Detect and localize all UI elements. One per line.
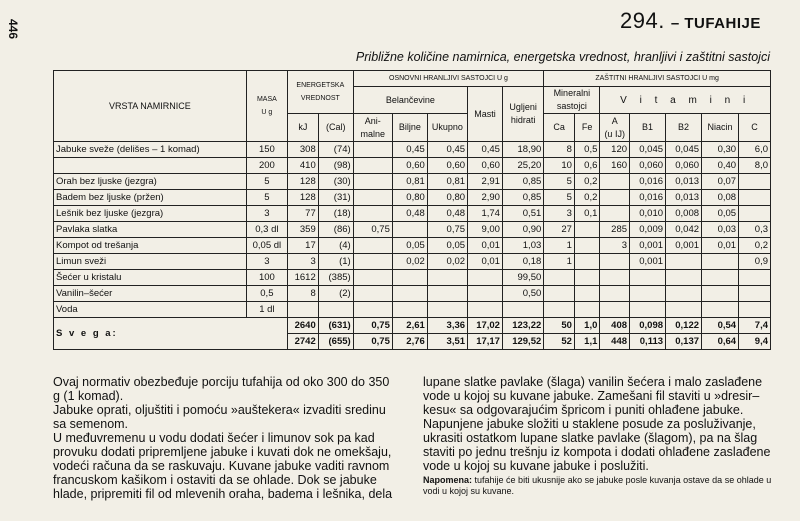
header-c: C (739, 114, 771, 142)
total-cell: 408 (600, 318, 630, 334)
total-cell: 7,4 (739, 318, 771, 334)
table-cell: 0,51 (502, 206, 543, 222)
header-item: VRSTA NAMIRNICE (54, 71, 247, 142)
table-cell: 0,5 (574, 142, 599, 158)
total-cell: 9,4 (739, 334, 771, 350)
total-cell: 1,0 (574, 318, 599, 334)
table-cell: 3 (600, 238, 630, 254)
table-cell: 0,03 (702, 222, 739, 238)
table-cell: (31) (318, 190, 353, 206)
table-cell (666, 302, 702, 318)
header-fe: Fe (574, 114, 599, 142)
table-cell (630, 302, 666, 318)
total-cell: 0,75 (353, 334, 392, 350)
table-cell: 0,05 (427, 238, 467, 254)
table-cell: 0,80 (427, 190, 467, 206)
table-cell (288, 302, 319, 318)
header-basic-nutrients: OSNOVNI HRANLJIVI SASTOJCI U g (353, 71, 544, 87)
table-cell: 8,0 (739, 158, 771, 174)
table-cell: 0,75 (427, 222, 467, 238)
table-row (54, 190, 771, 206)
total-cell: (631) (318, 318, 353, 334)
step-paragraph: Napunjene jabuke složiti u staklene posude za posluživanje, ukrasiti ostatkom lupane slatke pavlake (šlagom), pa na šlag staviti po jednu trešnju iz kompota i dodati ohlađene zaslađene vode u kojoj su kuvane jabuke i poslužiti. (423, 417, 771, 473)
table-cell: 410 (288, 158, 319, 174)
header-b1: B1 (630, 114, 666, 142)
table-cell (353, 206, 392, 222)
table-cell: 0,02 (392, 254, 427, 270)
table-cell: Pavlaka slatka (54, 222, 247, 238)
instructions-right-column (423, 375, 773, 497)
table-cell (427, 270, 467, 286)
table-cell (392, 286, 427, 302)
table-cell: 1,74 (468, 206, 503, 222)
table-cell: 0,45 (468, 142, 503, 158)
table-cell: 200 (246, 158, 287, 174)
table-cell: 0,18 (502, 254, 543, 270)
table-cell (600, 286, 630, 302)
table-row (54, 302, 771, 318)
table-cell: 0,042 (666, 222, 702, 238)
table-cell: 0,016 (630, 174, 666, 190)
table-cell (666, 286, 702, 302)
table-cell: 128 (288, 190, 319, 206)
table-cell (630, 270, 666, 286)
table-cell: 3 (246, 206, 287, 222)
table-cell (739, 190, 771, 206)
table-cell: (4) (318, 238, 353, 254)
total-cell: 0,098 (630, 318, 666, 334)
total-label: S v e g a: (54, 318, 288, 350)
table-cell (574, 222, 599, 238)
table-cell: Limun sveži (54, 254, 247, 270)
total-cell: 3,51 (427, 334, 467, 350)
header-plant: Biljne (392, 114, 427, 142)
table-row (54, 158, 771, 174)
table-cell: (98) (318, 158, 353, 174)
total-cell: 2640 (288, 318, 319, 334)
table-cell: 18,90 (502, 142, 543, 158)
table-cell: 0,013 (666, 174, 702, 190)
header-proteins: Belančevine (353, 87, 467, 114)
table-cell: 0,80 (392, 190, 427, 206)
table-cell (574, 270, 599, 286)
table-cell (353, 238, 392, 254)
total-cell: 0,75 (353, 318, 392, 334)
header-vitamins: V i t a m i n i (600, 87, 771, 114)
table-cell: 285 (600, 222, 630, 238)
table-cell (353, 158, 392, 174)
table-row (54, 254, 771, 270)
table-cell: 0,60 (392, 158, 427, 174)
table-cell: 8 (288, 286, 319, 302)
table-cell: 0,48 (392, 206, 427, 222)
table-cell (353, 190, 392, 206)
total-cell: 1,1 (574, 334, 599, 350)
table-cell: 0,5 (246, 286, 287, 302)
header-total: Ukupno (427, 114, 467, 142)
total-cell: 50 (544, 318, 575, 334)
table-cell (739, 206, 771, 222)
total-cell: 123,22 (502, 318, 543, 334)
table-cell (630, 286, 666, 302)
total-cell: 0,113 (630, 334, 666, 350)
total-cell: 3,36 (427, 318, 467, 334)
table-cell: 0,013 (666, 190, 702, 206)
table-cell: 17 (288, 238, 319, 254)
note (423, 475, 773, 497)
table-cell: 100 (246, 270, 287, 286)
table-cell: 0,85 (502, 190, 543, 206)
total-cell: 52 (544, 334, 575, 350)
table-cell: (30) (318, 174, 353, 190)
table-cell (739, 174, 771, 190)
table-cell (392, 270, 427, 286)
table-cell: 0,060 (666, 158, 702, 174)
table-cell: 5 (246, 190, 287, 206)
table-cell: Jabuke sveže (delišes – 1 komad) (54, 142, 247, 158)
table-cell: 5 (544, 190, 575, 206)
header-fats: Masti (468, 87, 503, 142)
table-cell (318, 302, 353, 318)
table-cell: 2,91 (468, 174, 503, 190)
table-cell: 0,05 (702, 206, 739, 222)
table-cell (574, 238, 599, 254)
table-cell (544, 270, 575, 286)
total-row (54, 318, 771, 334)
table-cell (353, 302, 392, 318)
table-cell: 0,2 (739, 238, 771, 254)
table-cell: Badem bez ljuske (pržen) (54, 190, 247, 206)
table-cell: Vanilin–šećer (54, 286, 247, 302)
table-cell (353, 286, 392, 302)
total-cell: 2,61 (392, 318, 427, 334)
total-cell: 17,17 (468, 334, 503, 350)
table-cell: 6,0 (739, 142, 771, 158)
header-minerals: Mineralni sastojci (544, 87, 600, 114)
table-cell: 0,3 (739, 222, 771, 238)
table-cell: 1612 (288, 270, 319, 286)
table-cell (702, 286, 739, 302)
total-cell: 2742 (288, 334, 319, 350)
total-cell: 17,02 (468, 318, 503, 334)
table-cell: 0,01 (468, 238, 503, 254)
total-cell: (655) (318, 334, 353, 350)
table-cell: 0,02 (427, 254, 467, 270)
table-cell (574, 286, 599, 302)
table-cell (427, 286, 467, 302)
table-row (54, 222, 771, 238)
table-cell: Voda (54, 302, 247, 318)
table-cell: 0,9 (739, 254, 771, 270)
instructions-left-column (53, 375, 398, 501)
table-cell: 8 (544, 142, 575, 158)
table-cell (574, 302, 599, 318)
table-cell (600, 254, 630, 270)
note-text: tufahije će biti ukusnije ako se jabuke posle kuvanja ostave da se ohlade u vodi u kojoj su kuvane. (423, 475, 772, 496)
total-cell: 0,54 (702, 318, 739, 334)
table-cell: 120 (600, 142, 630, 158)
table-cell: Orah bez ljuske (jezgra) (54, 174, 247, 190)
table-cell (427, 302, 467, 318)
table-cell: 0,85 (502, 174, 543, 190)
table-cell: 5 (544, 174, 575, 190)
table-cell (666, 270, 702, 286)
table-cell: 0,75 (353, 222, 392, 238)
table-cell (600, 206, 630, 222)
header-kj: kJ (288, 114, 319, 142)
total-cell: 2,76 (392, 334, 427, 350)
table-cell: 0,6 (574, 158, 599, 174)
header-vitamin-a: A (u IJ) (600, 114, 630, 142)
table-cell: 3 (288, 254, 319, 270)
table-cell: 0,001 (630, 238, 666, 254)
table-cell: 359 (288, 222, 319, 238)
table-cell: 0,045 (630, 142, 666, 158)
table-cell: 5 (246, 174, 287, 190)
header-protective-nutrients: ZAŠTITNI HRANLJIVI SASTOJCI U mg (544, 71, 771, 87)
table-row (54, 286, 771, 302)
table-cell: 0,2 (574, 190, 599, 206)
table-cell (392, 302, 427, 318)
table-cell: 0,45 (392, 142, 427, 158)
table-cell: 0,07 (702, 174, 739, 190)
table-cell: 150 (246, 142, 287, 158)
table-cell (702, 302, 739, 318)
table-row (54, 142, 771, 158)
table-cell: Šećer u kristalu (54, 270, 247, 286)
recipe-number: 294. (620, 8, 665, 33)
header-niacin: Niacin (702, 114, 739, 142)
table-subtitle: Približne količine namirnica, energetska vrednost, hranljivi i zaštitni sastojci (355, 50, 770, 64)
table-cell (544, 302, 575, 318)
table-cell (392, 222, 427, 238)
table-cell: 1 (544, 254, 575, 270)
total-cell: 0,137 (666, 334, 702, 350)
step-paragraph: Jabuke oprati, oljuštiti i pomoću »auštekera« izvaditi sredinu sa semenom. (53, 403, 386, 431)
table-cell: 2,90 (468, 190, 503, 206)
table-cell (600, 174, 630, 190)
table-cell (666, 254, 702, 270)
table-cell (600, 302, 630, 318)
table-cell: 0,016 (630, 190, 666, 206)
table-cell (739, 302, 771, 318)
header-mass: MASA U g (246, 71, 287, 142)
table-cell (702, 254, 739, 270)
table-cell: 0,009 (630, 222, 666, 238)
table-cell (468, 302, 503, 318)
table-cell: 10 (544, 158, 575, 174)
table-cell: 0,001 (630, 254, 666, 270)
table-cell (600, 270, 630, 286)
table-cell: Kompot od trešanja (54, 238, 247, 254)
table-cell: 0,30 (702, 142, 739, 158)
table-cell: (385) (318, 270, 353, 286)
intro-paragraph: Ovaj normativ obezbeđuje porciju tufahija od oko 300 do 350 g (1 komad). (53, 375, 390, 403)
table-cell: 0,1 (574, 206, 599, 222)
header-carbs: Ugljeni hidrati (502, 87, 543, 142)
table-cell: 0,01 (702, 238, 739, 254)
table-cell (600, 190, 630, 206)
table-cell: 25,20 (502, 158, 543, 174)
table-cell: (18) (318, 206, 353, 222)
table-cell: 0,81 (392, 174, 427, 190)
table-cell (702, 270, 739, 286)
table-cell: 160 (600, 158, 630, 174)
header-animal: Ani- malne (353, 114, 392, 142)
table-cell: 0,3 dl (246, 222, 287, 238)
table-cell: 3 (246, 254, 287, 270)
table-cell: Lešnik bez ljuske (jezgra) (54, 206, 247, 222)
page-side-number: 446 (6, 18, 20, 40)
recipe-name: – TUFAHIJE (670, 15, 761, 32)
table-cell: 0,50 (502, 286, 543, 302)
table-cell (502, 302, 543, 318)
header-cal: (Cal) (318, 114, 353, 142)
table-cell: 27 (544, 222, 575, 238)
table-row (54, 206, 771, 222)
table-cell: 1 dl (246, 302, 287, 318)
table-cell: 0,010 (630, 206, 666, 222)
total-cell: 448 (600, 334, 630, 350)
step-paragraph: U međuvremenu u vodu dodati šećer i limunov sok pa kad provuku dodati pripremljene jabuke i kuvati dok ne omekšaju, vodeći računa da se raskuvaju. Kuvane jabuke vaditi ravnom francuskom kašikom i ostaviti da se ohlade. Dok se jabuke hlade, pripremiti fil od mlevenih oraha, badema i lešnika, dela (53, 431, 393, 501)
table-cell: (86) (318, 222, 353, 238)
table-row (54, 174, 771, 190)
table-cell (468, 286, 503, 302)
table-cell: 0,060 (630, 158, 666, 174)
table-cell: (2) (318, 286, 353, 302)
table-row (54, 270, 771, 286)
table-cell: 128 (288, 174, 319, 190)
table-cell (739, 270, 771, 286)
table-cell: 0,2 (574, 174, 599, 190)
table-cell: 0,45 (427, 142, 467, 158)
table-cell: 0,045 (666, 142, 702, 158)
table-cell: 99,50 (502, 270, 543, 286)
table-cell: 9,00 (468, 222, 503, 238)
table-cell: (74) (318, 142, 353, 158)
table-cell: 0,008 (666, 206, 702, 222)
total-cell: 0,122 (666, 318, 702, 334)
table-cell: 0,60 (427, 158, 467, 174)
table-cell (574, 254, 599, 270)
header-energy: ENERGETSKA VREDNOST (288, 71, 354, 114)
table-cell (544, 286, 575, 302)
header-ca: Ca (544, 114, 575, 142)
header-b2: B2 (666, 114, 702, 142)
table-cell (468, 270, 503, 286)
table-cell: 308 (288, 142, 319, 158)
table-cell: 0,01 (468, 254, 503, 270)
table-cell: 1,03 (502, 238, 543, 254)
table-cell: 3 (544, 206, 575, 222)
table-cell: 0,05 (392, 238, 427, 254)
table-cell: 0,90 (502, 222, 543, 238)
table-cell: 0,81 (427, 174, 467, 190)
table-cell: 0,60 (468, 158, 503, 174)
table-cell: 1 (544, 238, 575, 254)
note-label: Napomena: (423, 475, 473, 485)
table-cell (353, 174, 392, 190)
table-row (54, 238, 771, 254)
page-title (620, 8, 761, 34)
table-cell (353, 270, 392, 286)
table-cell: 0,001 (666, 238, 702, 254)
table-cell (353, 254, 392, 270)
table-cell: 0,08 (702, 190, 739, 206)
table-cell (739, 286, 771, 302)
table-cell: 0,05 dl (246, 238, 287, 254)
table-cell: (1) (318, 254, 353, 270)
nutrition-table (53, 70, 771, 350)
step-paragraph: lupane slatke pavlake (šlaga) vanilin šećera i malo zaslađene vode u kojoj su kuvane jabuke. Zamešani fil staviti u »dresir–kesu« sa odgovarajućim špricom i puniti ohlađene jabuke. (423, 375, 763, 417)
table-cell: 77 (288, 206, 319, 222)
total-cell: 0,64 (702, 334, 739, 350)
table-cell: 0,40 (702, 158, 739, 174)
table-cell (353, 142, 392, 158)
table-cell (54, 158, 247, 174)
table-cell: 0,48 (427, 206, 467, 222)
total-cell: 129,52 (502, 334, 543, 350)
